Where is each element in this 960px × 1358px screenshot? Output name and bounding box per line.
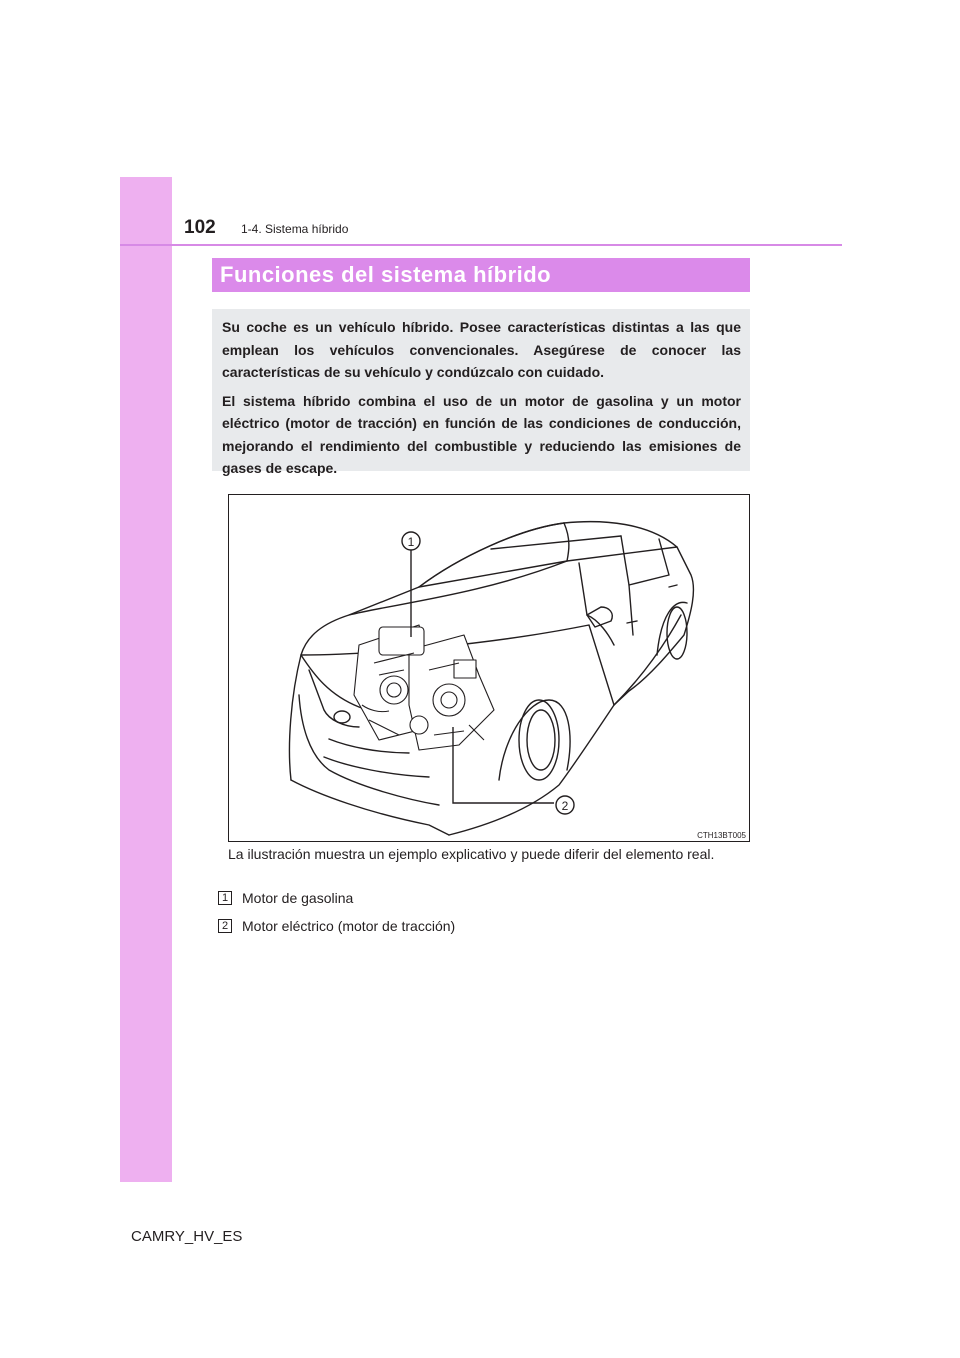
figure-caption: La ilustración muestra un ejemplo explicativo y puede diferir del elemento real.: [228, 846, 715, 862]
intro-paragraph-2: El sistema híbrido combina el uso de un motor de gasolina y un motor eléctrico (motor de tracción) en función de las condiciones de conducción, mejorando el rendimiento del combustible y reduciendo las emisiones de gases de escape.: [222, 392, 741, 476]
figure-code: CTH13BT005: [697, 831, 746, 840]
callout-2-label: 2: [561, 799, 569, 813]
legend-number-2: 2: [218, 919, 232, 933]
section-title: 1-4. Sistema híbrido: [241, 222, 349, 236]
legend-number-1: 1: [218, 891, 232, 905]
page-title: Funciones del sistema híbrido: [212, 258, 750, 292]
header-divider: [120, 244, 842, 246]
side-tab: [120, 177, 172, 1182]
document-code: CAMRY_HV_ES: [131, 1228, 243, 1245]
callout-1-label: 1: [407, 535, 415, 549]
legend-item-1: [218, 890, 353, 906]
legend-label-1: Motor de gasolina: [242, 890, 354, 906]
car-drawing: [229, 495, 749, 841]
intro-paragraph-1: Su coche es un vehículo híbrido. Posee características distintas a las que emplean los vehículos convencionales. Asegúrese de conocer las características de su vehículo y condúzcalo con cuidado.: [222, 319, 741, 380]
legend-label-2: Motor eléctrico (motor de tracción): [242, 918, 456, 934]
page-number: 102: [184, 217, 216, 238]
legend-item-2: [218, 918, 455, 934]
car-illustration: [228, 494, 750, 842]
intro-box: [212, 309, 750, 476]
